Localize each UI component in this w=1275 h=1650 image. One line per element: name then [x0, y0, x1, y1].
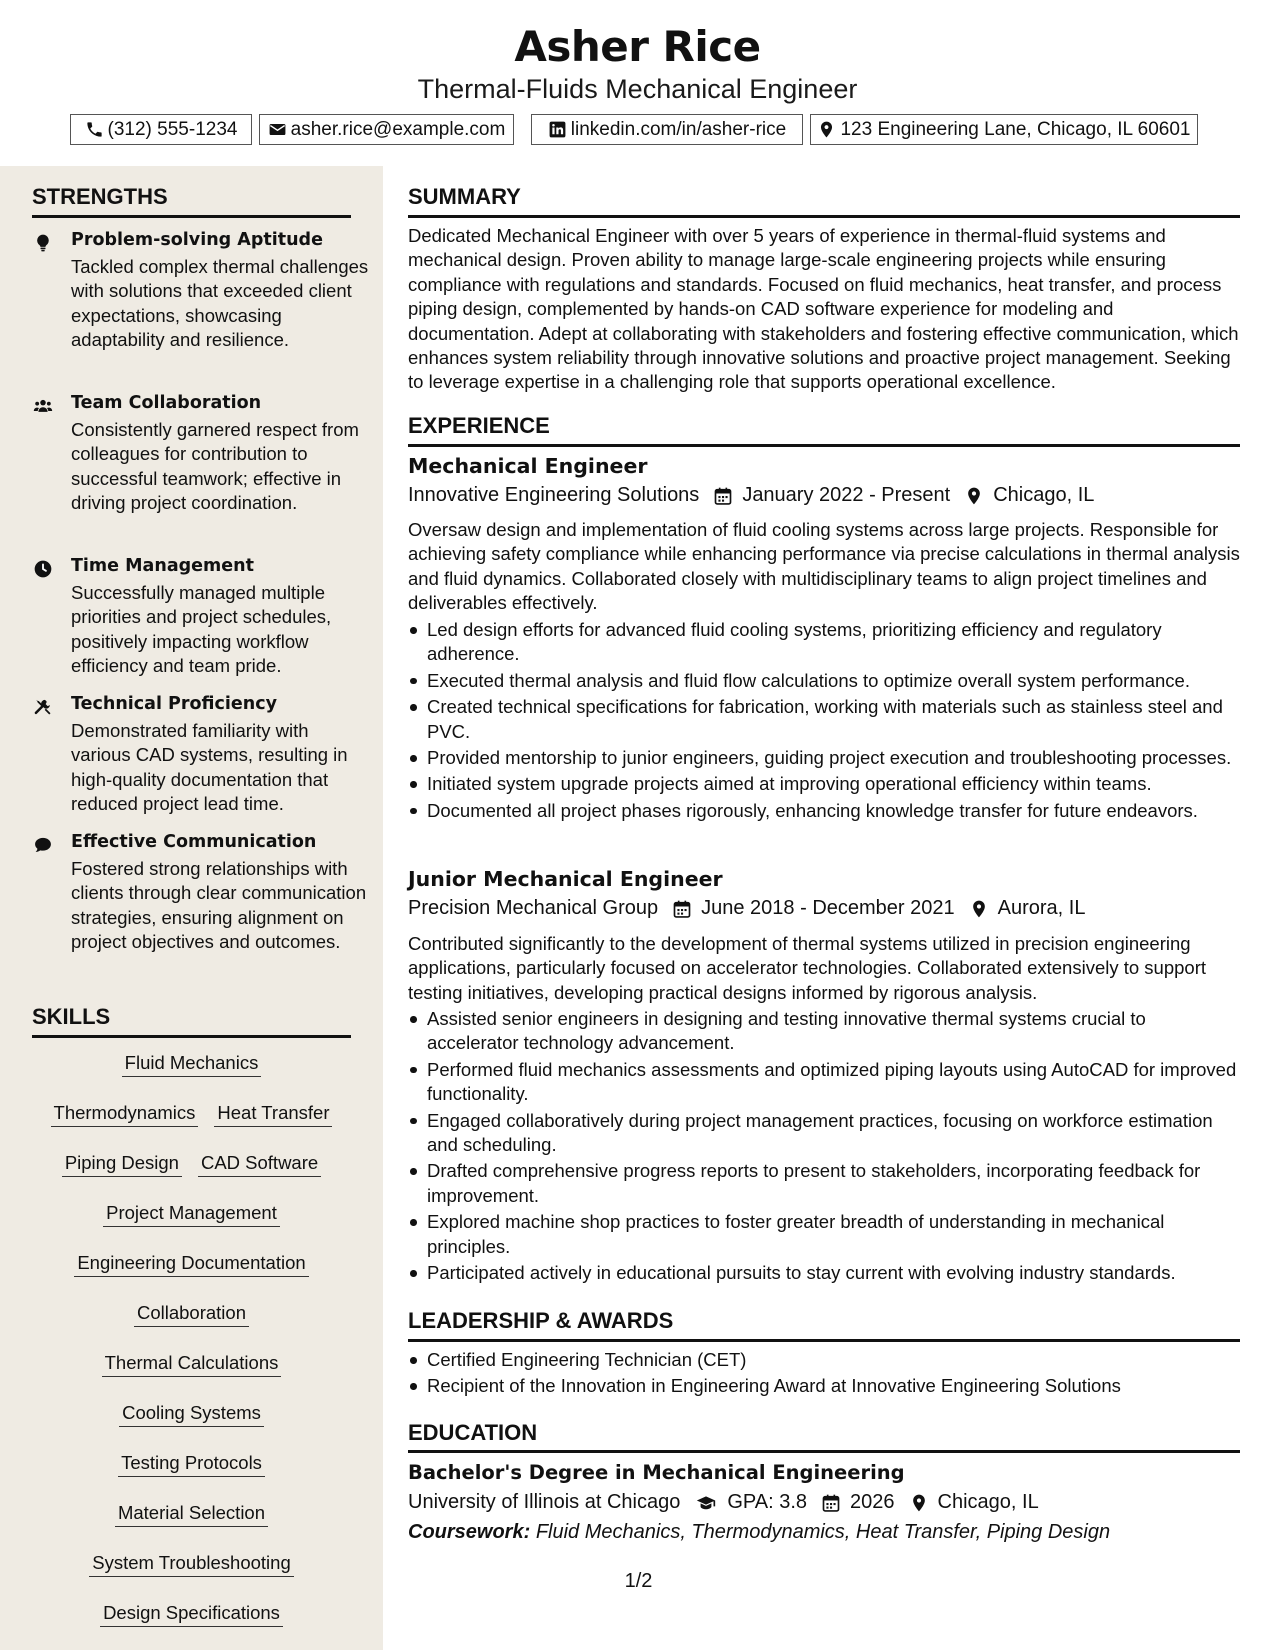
strength-item	[32, 694, 362, 819]
candidate-name: Asher Rice	[514, 22, 761, 71]
coursework-list: Fluid Mechanics, Thermodynamics, Heat Transfer, Piping Design	[535, 1521, 1111, 1543]
list-item: Engaged collaboratively during project management practices, focusing on workforce estimation and scheduling.	[408, 1109, 1240, 1158]
strength-description: Fostered strong relationships with clients through clear communication strategies, ensuring alignment on project objectives and outcomes.	[71, 858, 367, 952]
skill-tag: CAD Software	[198, 1152, 321, 1177]
contact-email-text: asher.rice@example.com	[290, 118, 506, 140]
calendar-icon	[713, 486, 733, 506]
skills-divider	[32, 1035, 351, 1038]
strength-item	[32, 393, 362, 543]
resume-header	[0, 0, 1275, 166]
job-company: Precision Mechanical Group	[408, 897, 659, 919]
job-description: Contributed significantly to the development of thermal systems utilized in precision engineering applications, particularly focused on accelerator technologies. Collaborated extensively to support testing initiatives, developing practical designs informed by rigorous analysis.	[408, 933, 1207, 1003]
summary-divider	[408, 215, 1240, 218]
map-pin-icon	[909, 1493, 929, 1513]
school-name: University of Illinois at Chicago	[408, 1491, 681, 1513]
skill-tag: Heat Transfer	[214, 1102, 332, 1127]
job-location: Chicago, IL	[993, 484, 1095, 506]
skill-tag: System Troubleshooting	[89, 1552, 293, 1577]
experience-divider	[408, 444, 1240, 447]
map-pin-icon	[964, 486, 984, 506]
education-meta	[408, 1491, 1039, 1514]
degree-title: Bachelor's Degree in Mechanical Engineering	[408, 1461, 905, 1484]
contact-phone-text: (312) 555-1234	[107, 118, 238, 140]
skill-tag: Piping Design	[62, 1152, 182, 1177]
contact-address-text: 123 Engineering Lane, Chicago, IL 60601	[840, 118, 1191, 140]
candidate-title: Thermal-Fluids Mechanical Engineer	[417, 74, 858, 104]
linkedin-icon	[548, 120, 567, 139]
list-item: Certified Engineering Technician (CET)	[408, 1348, 1240, 1372]
leadership-heading: LEADERSHIP & AWARDS	[408, 1308, 674, 1333]
skill-tag: Thermal Calculations	[102, 1352, 282, 1377]
list-item: Led design efforts for advanced fluid cooling systems, prioritizing efficiency and regulatory adherence.	[408, 618, 1240, 667]
strength-description: Demonstrated familiarity with various CAD systems, resulting in high-quality documentation that reduced project lead time.	[71, 720, 348, 814]
strengths-heading: STRENGTHS	[32, 184, 168, 209]
list-item: Initiated system upgrade projects aimed at improving operational efficiency within teams.	[408, 772, 1240, 796]
lightbulb-icon	[32, 232, 54, 254]
strength-description: Successfully managed multiple priorities and project schedules, positively impacting workflow efficiency and team pride.	[71, 582, 332, 676]
contact-phone[interactable]	[70, 114, 252, 145]
calendar-icon	[821, 1493, 841, 1513]
sidebar	[0, 166, 383, 1650]
school-location: Chicago, IL	[937, 1491, 1039, 1513]
job-meta	[408, 484, 1094, 507]
calendar-icon	[672, 899, 692, 919]
list-item: Performed fluid mechanics assessments and optimized piping layouts using AutoCAD for improved functionality.	[408, 1058, 1240, 1107]
skills-list	[32, 1042, 351, 1642]
coursework-label: Coursework:	[408, 1521, 531, 1543]
phone-icon	[85, 120, 104, 139]
job-title: Mechanical Engineer	[408, 454, 648, 478]
leadership-list	[408, 1348, 1240, 1401]
strength-description: Tackled complex thermal challenges with solutions that exceeded client expectations, showcasing adaptability and resilience.	[71, 256, 369, 350]
strength-item	[32, 832, 367, 982]
strength-title: Problem-solving Aptitude	[71, 230, 323, 250]
graduation-cap-icon	[694, 1493, 718, 1513]
list-item: Provided mentorship to junior engineers, guiding project execution and troubleshooting processes.	[408, 746, 1240, 770]
leadership-divider	[408, 1339, 1240, 1342]
skill-tag: Engineering Documentation	[74, 1252, 308, 1277]
contact-address	[810, 114, 1198, 145]
strength-title: Time Management	[71, 556, 254, 576]
map-pin-icon	[817, 120, 836, 139]
strength-title: Effective Communication	[71, 832, 317, 852]
job-location: Aurora, IL	[997, 897, 1086, 919]
strengths-divider	[32, 215, 351, 218]
list-item: Recipient of the Innovation in Engineering Award at Innovative Engineering Solutions	[408, 1374, 1240, 1398]
experience-heading: EXPERIENCE	[408, 413, 550, 438]
contact-email[interactable]	[259, 114, 514, 145]
skill-tag: Collaboration	[134, 1302, 249, 1327]
contact-linkedin[interactable]	[531, 114, 803, 145]
job-bullets	[408, 618, 1240, 825]
skill-tag: Project Management	[103, 1202, 280, 1227]
skill-tag: Cooling Systems	[119, 1402, 264, 1427]
strength-item	[32, 556, 362, 681]
users-icon	[32, 395, 54, 417]
skill-tag: Design Specifications	[100, 1602, 283, 1627]
job-meta	[408, 897, 1085, 920]
education-heading: EDUCATION	[408, 1420, 538, 1445]
education-divider	[408, 1450, 1240, 1453]
strength-title: Team Collaboration	[71, 393, 262, 413]
page-number: 1/2	[624, 1570, 653, 1592]
summary-heading: SUMMARY	[408, 184, 521, 209]
gpa: GPA: 3.8	[727, 1491, 808, 1513]
contact-bar	[0, 114, 1275, 145]
envelope-icon	[268, 120, 287, 139]
list-item: Documented all project phases rigorously, enhancing knowledge transfer for future endeavors.	[408, 799, 1240, 823]
job-description: Oversaw design and implementation of fluid cooling systems across large projects. Responsible for achieving safety compliance while enhancing performance via precise calculations in thermal analysis and fluid dynamics. Collaborated closely with multidisciplinary teams to align project timelines and deliverables effectively.	[408, 519, 1240, 614]
list-item: Executed thermal analysis and fluid flow calculations to optimize overall system performance.	[408, 669, 1240, 693]
strength-title: Technical Proficiency	[71, 694, 277, 714]
comment-icon	[32, 834, 54, 856]
skill-tag: Material Selection	[115, 1502, 268, 1527]
skill-tag: Fluid Mechanics	[122, 1052, 262, 1077]
job-dates: January 2022 - Present	[742, 484, 951, 506]
list-item: Explored machine shop practices to foster greater breadth of understanding in mechanical principles.	[408, 1210, 1240, 1259]
map-pin-icon	[969, 899, 989, 919]
coursework	[408, 1521, 1110, 1544]
job-title: Junior Mechanical Engineer	[408, 867, 723, 891]
list-item: Created technical specifications for fabrication, working with materials such as stainless steel and PVC.	[408, 695, 1240, 744]
strength-description: Consistently garnered respect from colleagues for contribution to successful teamwork; effective in driving project coordination.	[71, 419, 359, 513]
job-company: Innovative Engineering Solutions	[408, 484, 700, 506]
list-item: Participated actively in educational pursuits to stay current with evolving industry standards.	[408, 1261, 1240, 1285]
list-item: Assisted senior engineers in designing and testing innovative thermal systems crucial to accelerator technology advancement.	[408, 1007, 1240, 1056]
summary-text: Dedicated Mechanical Engineer with over 5 years of experience in thermal-fluid systems and mechanical design. Proven ability to manage large-scale engineering projects while ensuring compliance with regulations and standards. Focused on fluid mechanics, heat transfer, and process piping design, complemented by hands-on CAD software experience for modeling and documentation. Adept at collaborating with stakeholders and fostering effective communication, which enhances system reliability through innovative solutions and proactive project management. Seeking to leverage expertise in a challenging role that supports operational excellence.	[408, 225, 1239, 393]
job-bullets	[408, 1007, 1240, 1287]
skill-tag: Thermodynamics	[51, 1102, 199, 1127]
tools-icon	[32, 696, 54, 718]
clock-icon	[32, 558, 54, 580]
skills-heading: SKILLS	[32, 1004, 111, 1029]
graduation-year: 2026	[850, 1491, 895, 1513]
skill-tag: Testing Protocols	[118, 1452, 265, 1477]
job-dates: June 2018 - December 2021	[701, 897, 955, 919]
contact-linkedin-text: linkedin.com/in/asher-rice	[570, 118, 787, 140]
list-item: Drafted comprehensive progress reports to present to stakeholders, incorporating feedback for improvement.	[408, 1159, 1240, 1208]
strength-item	[32, 230, 369, 380]
